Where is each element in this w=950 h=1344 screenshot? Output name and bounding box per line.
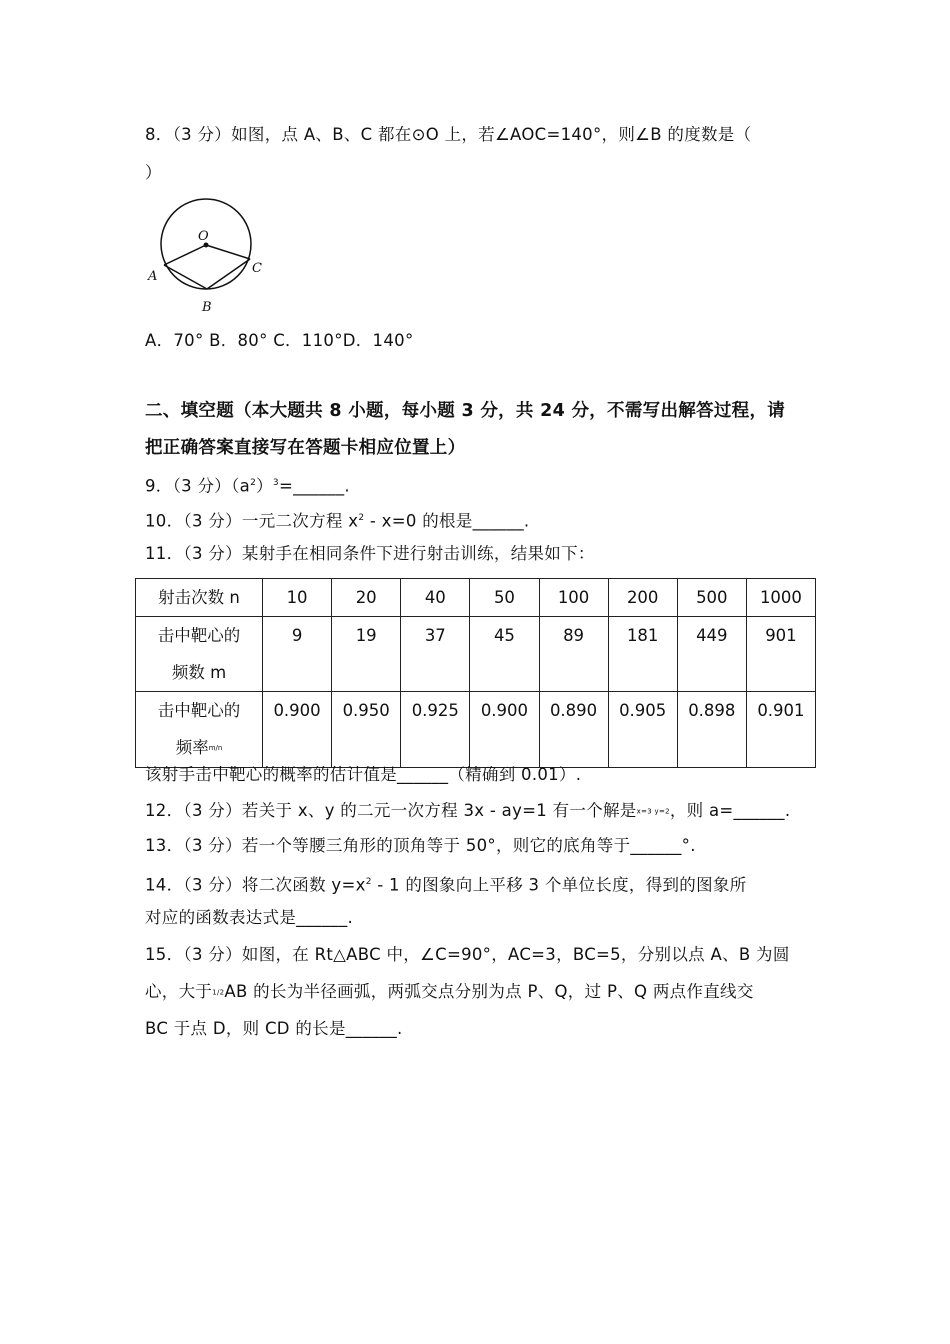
q15-frac: 1/2	[212, 988, 225, 997]
q11-tail: 该射手击中靶心的概率的估计值是______（精确到 0.01）.	[145, 765, 582, 784]
label-c: C	[252, 261, 262, 276]
row3-head	[136, 692, 263, 768]
shooting-table	[135, 578, 816, 768]
cell: 200	[608, 579, 677, 617]
q8-stem-line1: 8．（3 分）如图，点 A、B、C 都在⊙O 上，若∠AOC=140°，则∠B 的度数是（	[145, 125, 752, 144]
q9-pre: 9．（3 分）（a	[145, 476, 251, 496]
q14-post: - 1 的图象向上平移 3 个单位长度，得到的图象所	[371, 875, 747, 895]
cell: 0.901	[746, 692, 815, 768]
q12	[145, 800, 790, 823]
segment-cb	[207, 259, 250, 289]
segment-oa	[164, 245, 206, 265]
table-row	[136, 692, 816, 768]
q10	[145, 507, 529, 533]
q15-line2-post: AB 的长为半径画弧，两弧交点分别为点 P、Q，过 P、Q 两点作直线交	[224, 982, 754, 1001]
row3-head-line1: 击中靶心的	[157, 701, 241, 720]
section2-heading-line1: 二、填空题（本大题共 8 小题，每小题 3 分，共 24 分，不需写出解答过程，请	[145, 401, 786, 421]
segment-oc	[206, 245, 250, 259]
cell: 449	[677, 617, 746, 692]
cell: 0.900	[263, 692, 332, 768]
cell: 9	[263, 617, 332, 692]
q14-line2: 对应的函数表达式是______.	[145, 908, 354, 927]
table-row	[136, 617, 816, 692]
q14-pre: 14．（3 分）将二次函数 y=x	[145, 875, 366, 895]
q15-line1: 15．（3 分）如图，在 Rt△ABC 中，∠C=90°，AC=3，BC=5，分别以点 A、B 为圆	[145, 945, 790, 964]
q9-sup2: 3	[272, 478, 279, 488]
label-o: O	[198, 229, 209, 244]
q10-post: - x=0 的根是______.	[364, 511, 530, 531]
cell: 0.898	[677, 692, 746, 768]
cell: 0.905	[608, 692, 677, 768]
cell: 1000	[746, 579, 815, 617]
cell: 181	[608, 617, 677, 692]
cell: 500	[677, 579, 746, 617]
cell: 0.900	[470, 692, 539, 768]
row3-head-frac: m/n	[208, 744, 223, 752]
q14-sup: 2	[365, 877, 372, 887]
q10-pre: 10．（3 分）一元二次方程 x	[145, 511, 359, 531]
label-a: A	[148, 269, 158, 284]
cell: 89	[539, 617, 608, 692]
q10-sup: 2	[358, 513, 365, 523]
row2-head-line2: 频数 m	[171, 663, 227, 682]
row3-head-text: 频率	[175, 738, 209, 757]
q12-frac: x=3 y=2	[636, 807, 670, 816]
q11-stem: 11．（3 分）某射手在相同条件下进行射击训练，结果如下：	[145, 544, 595, 563]
cell: 45	[470, 617, 539, 692]
q15-line2	[145, 981, 754, 1004]
label-b: B	[202, 300, 212, 315]
cell: 901	[746, 617, 815, 692]
cell: 20	[332, 579, 401, 617]
q8-options: A．70° B．80° C．110°D．140°	[145, 331, 414, 350]
cell: 100	[539, 579, 608, 617]
section2-heading-line2: 把正确答案直接写在答题卡相应位置上）	[145, 438, 466, 458]
q13: 13．（3 分）若一个等腰三角形的顶角等于 50°，则它的底角等于______°.	[145, 836, 696, 855]
cell: 37	[401, 617, 470, 692]
segment-ab	[164, 265, 207, 289]
row2-head	[136, 617, 263, 692]
q9	[145, 472, 350, 498]
cell: 19	[332, 617, 401, 692]
row3-head-line2	[136, 729, 262, 767]
q8-stem-line2: ）	[145, 163, 162, 182]
q12-pre: 12．（3 分）若关于 x、y 的二元一次方程 3x - ay=1 有一个解是	[145, 801, 637, 820]
row2-head-line1: 击中靶心的	[157, 626, 241, 645]
cell: 0.950	[332, 692, 401, 768]
row1-head: 射击次数 n	[136, 579, 263, 617]
table-row	[136, 579, 816, 617]
q14-line1	[145, 871, 747, 897]
q9-mid: ）	[256, 476, 273, 496]
cell: 40	[401, 579, 470, 617]
circle-figure	[140, 195, 270, 320]
cell: 0.925	[401, 692, 470, 768]
q15-line2-pre: 心，大于	[145, 982, 213, 1001]
q15-line3: BC 于点 D，则 CD 的长是______.	[145, 1019, 403, 1038]
cell: 10	[263, 579, 332, 617]
q9-sup1: 2	[250, 478, 257, 488]
q9-post: =______.	[278, 476, 350, 496]
cell: 50	[470, 579, 539, 617]
cell: 0.890	[539, 692, 608, 768]
q12-post: ，则 a=______.	[669, 801, 791, 820]
